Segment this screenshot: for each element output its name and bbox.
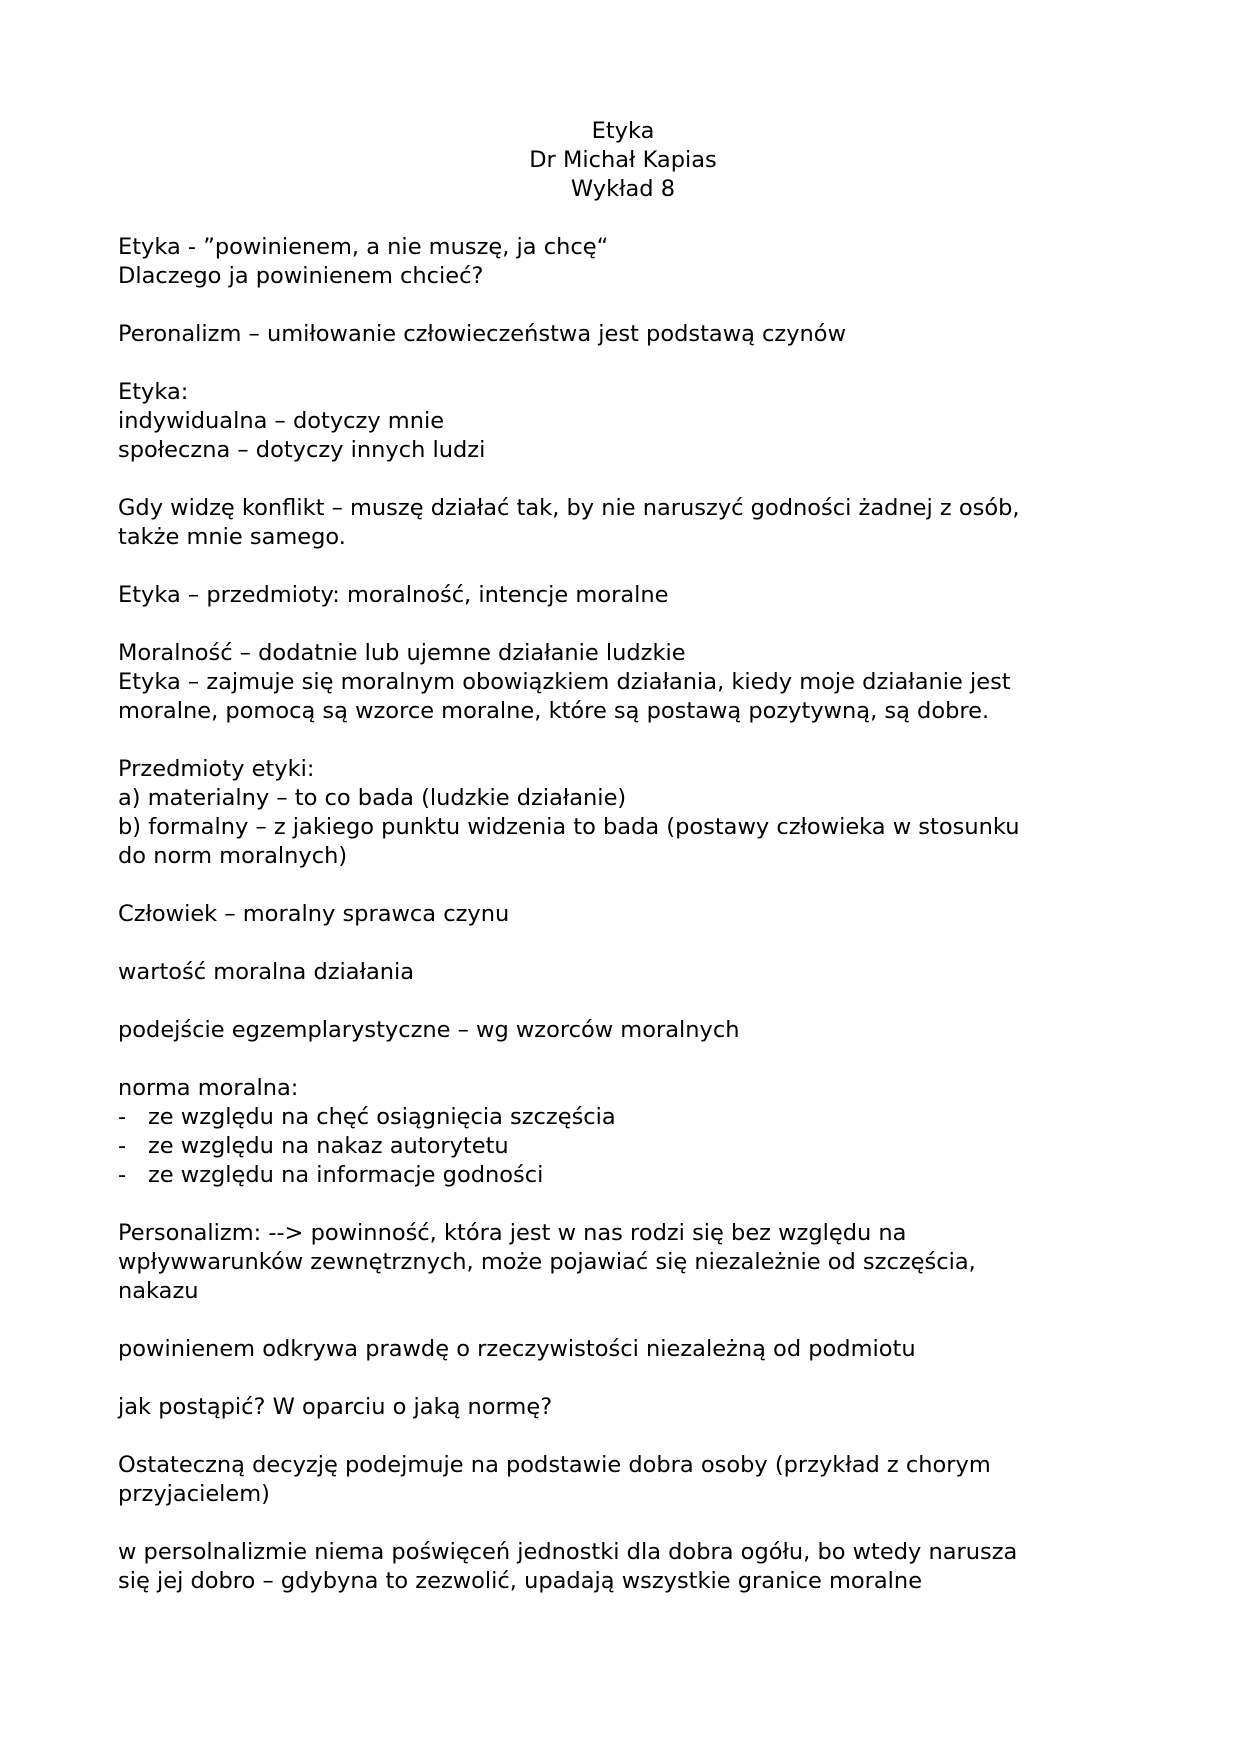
text-line: Człowiek – moralny sprawca czynu bbox=[118, 901, 510, 927]
text-line: Personalizm: --> powinność, która jest w nas rodzi się bez względu na bbox=[118, 1220, 907, 1246]
text-line: także mnie samego. bbox=[118, 524, 346, 550]
paragraph bbox=[118, 639, 1128, 726]
text-line: się jej dobro – gdybyna to zezwolić, upadają wszystkie granice moralne bbox=[118, 1568, 923, 1594]
norm-item-text: ze względu na nakaz autorytetu bbox=[148, 1133, 509, 1159]
paragraph-group-1 bbox=[118, 233, 1128, 1045]
document-author: Dr Michał Kapias bbox=[529, 147, 717, 173]
text-line: Dlaczego ja powinienem chcieć? bbox=[118, 263, 484, 289]
text-line: w persolnalizmie niema poświęceń jednostki dla dobra ogółu, bo wtedy narusza bbox=[118, 1539, 1018, 1565]
text-line: Peronalizm – umiłowanie człowieczeństwa jest podstawą czynów bbox=[118, 321, 846, 347]
text-line: nakazu bbox=[118, 1278, 199, 1304]
text-line: jak postąpić? W oparciu o jaką normę? bbox=[118, 1394, 553, 1420]
text-line: Przedmioty etyki: bbox=[118, 756, 315, 782]
paragraph bbox=[118, 233, 1128, 291]
text-line: Etyka: bbox=[118, 379, 189, 405]
text-line: Ostateczną decyzję podejmuje na podstawie dobra osoby (przykład z chorym bbox=[118, 1452, 991, 1478]
text-line: Etyka – zajmuje się moralnym obowiązkiem działania, kiedy moje działanie jest bbox=[118, 669, 1011, 695]
list-dash: - bbox=[118, 1162, 127, 1188]
document-page bbox=[118, 117, 1128, 1625]
list-dash: - bbox=[118, 1104, 127, 1130]
text-line: podejście egzemplarystyczne – wg wzorców moralnych bbox=[118, 1017, 740, 1043]
paragraph bbox=[118, 1393, 1128, 1422]
text-line: wpływwarunków zewnętrznych, może pojawiać się niezależnie od szczęścia, bbox=[118, 1249, 976, 1275]
norm-heading: norma moralna: bbox=[118, 1075, 299, 1101]
text-line: powinienem odkrywa prawdę o rzeczywistości niezależną od podmiotu bbox=[118, 1336, 916, 1362]
text-line: Gdy widzę konflikt – muszę działać tak, by nie naruszyć godności żadnej z osób, bbox=[118, 495, 1020, 521]
paragraph-group-2 bbox=[118, 1219, 1128, 1596]
paragraph bbox=[118, 1335, 1128, 1364]
text-line: społeczna – dotyczy innych ludzi bbox=[118, 437, 486, 463]
paragraph bbox=[118, 581, 1128, 610]
paragraph bbox=[118, 755, 1128, 871]
text-line: indywidualna – dotyczy mnie bbox=[118, 408, 445, 434]
paragraph bbox=[118, 1016, 1128, 1045]
text-line: wartość moralna działania bbox=[118, 959, 415, 985]
list-dash: - bbox=[118, 1133, 127, 1159]
text-line: Etyka - ”powinienem, a nie muszę, ja chcę“ bbox=[118, 234, 609, 260]
norm-item-text: ze względu na chęć osiągnięcia szczęścia bbox=[148, 1104, 616, 1130]
paragraph bbox=[118, 958, 1128, 987]
paragraph bbox=[118, 1538, 1128, 1596]
paragraph bbox=[118, 320, 1128, 349]
paragraph bbox=[118, 1451, 1128, 1509]
text-line: a) materialny – to co bada (ludzkie działanie) bbox=[118, 785, 627, 811]
text-line: moralne, pomocą są wzorce moralne, które są postawą pozytywną, są dobre. bbox=[118, 698, 990, 724]
paragraph bbox=[118, 900, 1128, 929]
norm-list-item bbox=[118, 1161, 1128, 1190]
norm-list-item bbox=[118, 1132, 1128, 1161]
text-line: przyjacielem) bbox=[118, 1481, 270, 1507]
text-line: Moralność – dodatnie lub ujemne działanie ludzkie bbox=[118, 640, 686, 666]
paragraph bbox=[118, 494, 1128, 552]
paragraph bbox=[118, 1219, 1128, 1306]
document-header bbox=[118, 117, 1128, 204]
document-title: Etyka bbox=[591, 118, 655, 144]
text-line: b) formalny – z jakiego punktu widzenia to bada (postawy człowieka w stosunku bbox=[118, 814, 1020, 840]
norm-section bbox=[118, 1074, 1128, 1190]
norm-list-item bbox=[118, 1103, 1128, 1132]
text-line: Etyka – przedmioty: moralność, intencje moralne bbox=[118, 582, 669, 608]
text-line: do norm moralnych) bbox=[118, 843, 348, 869]
lecture-number: Wykład 8 bbox=[570, 176, 676, 202]
norm-list bbox=[118, 1103, 1128, 1190]
paragraph bbox=[118, 378, 1128, 465]
norm-item-text: ze względu na informacje godności bbox=[148, 1162, 544, 1188]
